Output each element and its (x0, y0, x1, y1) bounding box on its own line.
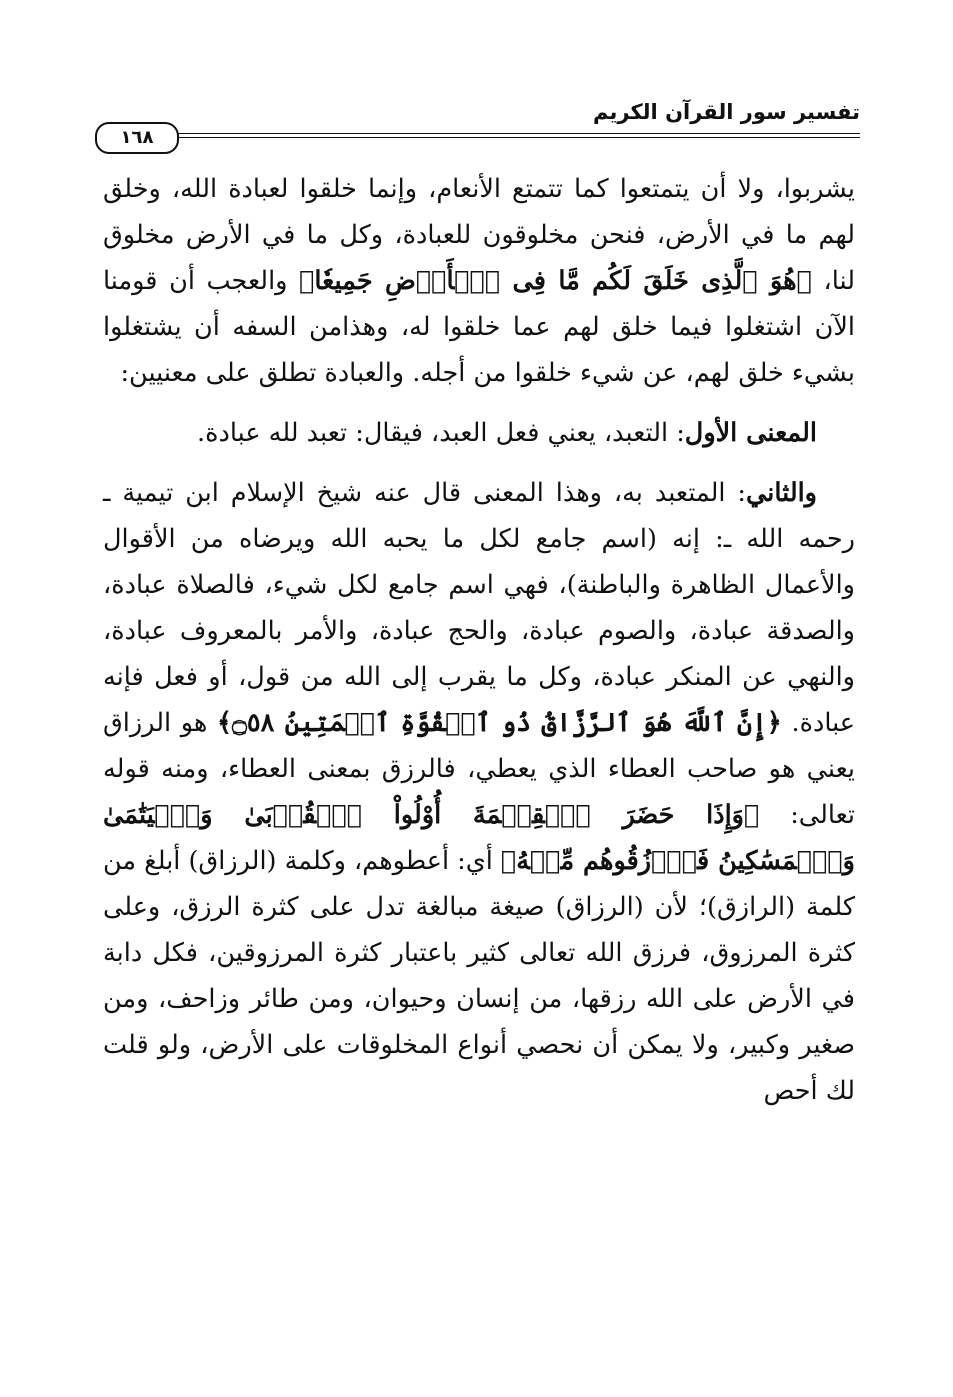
text-segment: : التعبد، يعني فعل العبد، فيقال: تعبد لله عبادة. (197, 418, 685, 448)
body-text (103, 166, 855, 1114)
lead-term: المعنى الأول (684, 418, 817, 448)
text-segment: هو الرزاق يعني هو صاحب العطاء الذي يعطي، فالرزق بمعنى العطاء، ومنه قوله تعالى: (103, 708, 856, 830)
paragraph-continued (103, 166, 855, 396)
header-rule (173, 133, 860, 138)
text-segment: يشربوا، ولا أن يتمتعوا كما تتمتع الأنعام، وإنما خلقوا لعبادة الله، وخلق لهم ما في الأرض، فنحن مخلوقون للعبادة، وكل ما في الأرض مخلوق لنا، (103, 174, 855, 296)
text-segment: : المتعبد به، وهذا المعنى قال عنه شيخ الإسلام ابن تيمية ـ رحمه الله ـ: إنه (اسم جامع لكل ما يحبه الله ويرضاه من الأقوال والأعمال الظاهرة والباطنة)، فهي اسم جامع لكل شيء، فالصلاة عبادة، والصدقة عبادة، والصوم عبادة، والحج عبادة، والأمر بالمعروف عبادة، والنهي عن المنكر عبادة، وكل ما يقرب إلى الله من قول، أو فعل فإنه عبادة. (103, 478, 856, 738)
quran-verse: ﴿إِنَّ ٱللَّهَ هُوَ ٱلرَّزَّاقُ ذُو ٱلۡقُوَّةِ ٱلۡمَتِينُ ۝٥٨﴾ (217, 708, 782, 738)
page-header (95, 96, 860, 146)
paragraph-first-meaning (103, 410, 855, 456)
lead-term: والثاني (746, 478, 817, 508)
text-segment: والعجب أن قومنا الآن اشتغلوا فيما خلق لهم عما خلقوا له، وهذامن السفه أن يشتغلوا بشيء خلق لهم، عن شيء خلقوا من أجله. والعبادة تطلق على معنيين: (103, 266, 855, 388)
text-segment: أي: أعطوهم، وكلمة (الرزاق) أبلغ من كلمة (الرازق)؛ لأن (الرزاق) صيغة مبالغة تدل على كثرة الرزق، وعلى كثرة المرزوق، فرزق الله تعالى كثير باعتبار كثرة المرزوقين، فكل دابة في الأرض على الله رزقها، من إنسان وحيوان، ومن طائر وزاحف، ومن صغير وكبير، ولا يمكن أن نحصي أنواع المخلوقات على الأرض، ولو قلت لك أحص (103, 846, 855, 1106)
running-title: تفسير سور القرآن الكريم (593, 100, 860, 124)
quran-verse: ﴿وَإِذَا حَضَرَ ٱلۡقِسۡمَةَ أُوْلُواْ ٱلۡقُرۡبَىٰ وَٱلۡيَتَٰمَىٰ وَٱلۡمَسَٰكِينُ فَٱرۡزُقُوهُم مِّنۡهُ﴾ (103, 800, 855, 876)
quran-verse: ﴿هُوَ ٱلَّذِى خَلَقَ لَكُم مَّا فِى ٱلۡأَرۡضِ جَمِيعٗا﴾ (299, 266, 812, 296)
page-number: ١٦٨ (95, 122, 179, 154)
paragraph-second-meaning (103, 470, 855, 1114)
